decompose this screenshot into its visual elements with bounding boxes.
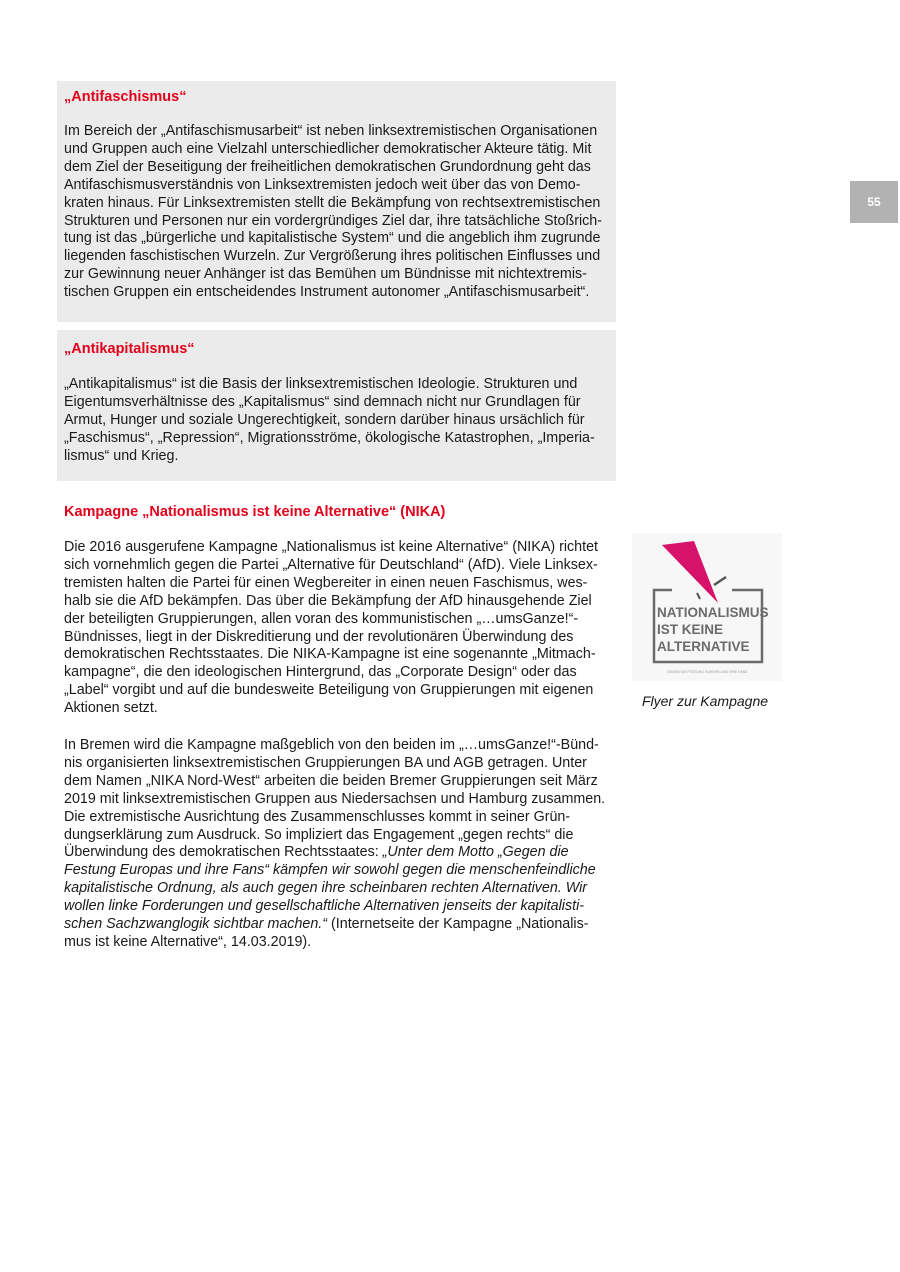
text-line: Eigentumsverhältnisse des „Kapitalismus“ sind demnach nicht nur Grundlagen für xyxy=(64,393,581,410)
nika-flyer-image xyxy=(632,533,782,681)
text-line: Im Bereich der „Antifaschismusarbeit“ ist neben linksextremistischen Organisationen xyxy=(64,123,598,139)
text-line xyxy=(64,880,605,898)
text-line: demokratischen Rechtsstaates. Die NIKA-Kampagne ist eine sogenannte „Mitmach- xyxy=(64,646,596,663)
nika-logo xyxy=(632,533,782,681)
text-line: Bündnisses, liegt in der Diskreditierung und der revolutionären Überwindung des xyxy=(64,628,574,645)
text-line: dem Ziel der Beseitigung der freiheitlichen demokratischen Grundordnung geht das xyxy=(64,158,591,175)
quote-text: wollen linke Forderungen und gesellschaftliche Alternativen jenseits der kapitalisti- xyxy=(64,898,585,915)
text-segment: (Internetseite der Kampagne „Nationalis- xyxy=(327,916,589,933)
text-line: nis organisierten linksextremistischen Gruppierungen BA und AGB getragen. Unter xyxy=(64,754,587,771)
page-number-tab xyxy=(850,181,898,223)
text-line: mus ist keine Alternative“, 14.03.2019). xyxy=(64,933,312,950)
antikapitalismus-text xyxy=(64,376,595,466)
text-line: dungserklärung zum Ausdruck. So impliziert das Engagement „gegen rechts“ die xyxy=(64,826,574,843)
logo-line-2: IST KEINE xyxy=(657,622,724,637)
antikapitalismus-heading: „Antikapitalismus“ xyxy=(64,341,195,357)
text-line xyxy=(64,898,605,916)
text-line: liegenden faschistischen Wurzeln. Zur Vergrößerung ihres politischen Einflusses und xyxy=(64,248,601,265)
text-line: zur Gewinnung neuer Anhänger ist das Bemühen um Bündnisse mit nichtextremis- xyxy=(64,266,587,283)
quote-text: kapitalistische Ordnung, als auch gegen ihre scheinbaren rechten Alternativen. Wir xyxy=(64,880,588,897)
text-line: „Label“ vorgibt und auf die bundesweite Beteiligung von Gruppierungen mit eigenen xyxy=(64,682,594,699)
text-segment: Überwindung des demokratischen Rechtsstaates: xyxy=(64,844,383,861)
text-line: kraten hinaus. Für Linksextremisten stellt die Bekämpfung von rechtsextremistischen xyxy=(64,194,601,211)
text-line: In Bremen wird die Kampagne maßgeblich von den beiden im „…umsGanze!“-Bünd- xyxy=(64,737,599,753)
text-line: kampagne“, die den ideologischen Hintergrund, das „Corporate Design“ oder das xyxy=(64,664,577,681)
text-line: halb sie die AfD bekämpfen. Das über die Bekämpfung der AfD hinausgehende Ziel xyxy=(64,592,592,609)
text-line: der beteiligten Gruppierungen, allen voran des kommunistischen „…umsGanze!“- xyxy=(64,610,579,627)
quote-text: „Unter dem Motto „Gegen die xyxy=(382,844,569,861)
antifaschismus-text xyxy=(64,123,602,302)
text-line: Die 2016 ausgerufene Kampagne „Nationalismus ist keine Alternative“ (NIKA) richtet xyxy=(64,539,599,555)
text-line: „Faschismus“, „Repression“, Migrationsströme, ökologische Katastrophen, „Imperia- xyxy=(64,429,595,446)
text-line: „Antikapitalismus“ ist die Basis der linksextremistischen Ideologie. Strukturen und xyxy=(64,376,578,392)
quote-text: schen Sachzwanglogik sichtbar machen.“ xyxy=(64,916,328,933)
logo-line-1: NATIONALISMUS xyxy=(657,605,769,620)
text-line xyxy=(64,844,605,862)
logo-subline: GEGEN DIE FESTUNG EUROPA UND IHRE FANS xyxy=(667,670,748,674)
nika-heading: Kampagne „Nationalismus ist keine Alternative“ (NIKA) xyxy=(64,504,446,520)
text-line: tung ist das „bürgerliche und kapitalistische System“ und die angeblich ihm zugrunde xyxy=(64,230,601,247)
text-line: tremisten halten die Partei für einen Wegbereiter in einen neuen Faschismus, wes- xyxy=(64,574,588,591)
text-line: Strukturen und Personen nur ein vordergründiges Ziel dar, ihre tatsächliche Stoßrich- xyxy=(64,212,603,229)
nika-paragraph-2 xyxy=(64,737,605,952)
text-line xyxy=(64,862,605,880)
text-line: tischen Gruppen ein entscheidendes Instrument autonomer „Antifaschismusarbeit“. xyxy=(64,284,590,301)
antifaschismus-heading: „Antifaschismus“ xyxy=(64,89,187,105)
quote-text: Festung Europas und ihre Fans“ kämpfen wir sowohl gegen die menschenfeindliche xyxy=(64,862,596,879)
text-line: Armut, Hunger und soziale Ungerechtigkeit, sondern darüber hinaus ursächlich für xyxy=(64,411,585,428)
text-line: 2019 mit linksextremistischen Gruppen aus Niedersachsen und Hamburg zusammen. xyxy=(64,790,606,807)
text-line: sich vornehmlich gegen die Partei „Alternative für Deutschland“ (AfD). Viele Linksex- xyxy=(64,556,598,573)
text-line: Antifaschismusverständnis von Linksextremisten jedoch weit über das von Demo- xyxy=(64,176,581,193)
text-line: Aktionen setzt. xyxy=(64,700,158,717)
text-line: dem Namen „NIKA Nord-West“ arbeiten die beiden Bremer Gruppierungen seit März xyxy=(64,772,598,789)
text-line: Die extremistische Ausrichtung des Zusammenschlusses kommt in seiner Grün- xyxy=(64,808,571,825)
text-line: und Gruppen auch eine Vielzahl unterschiedlicher demokratischer Akteure tätig. Mit xyxy=(64,140,592,157)
nika-paragraph-1 xyxy=(64,539,598,718)
text-line: lismus“ und Krieg. xyxy=(64,447,179,464)
text-line xyxy=(64,916,605,934)
page-number: 55 xyxy=(867,195,881,209)
figure-caption: Flyer zur Kampagne xyxy=(641,693,769,709)
logo-line-3: ALTERNATIVE xyxy=(657,639,750,654)
